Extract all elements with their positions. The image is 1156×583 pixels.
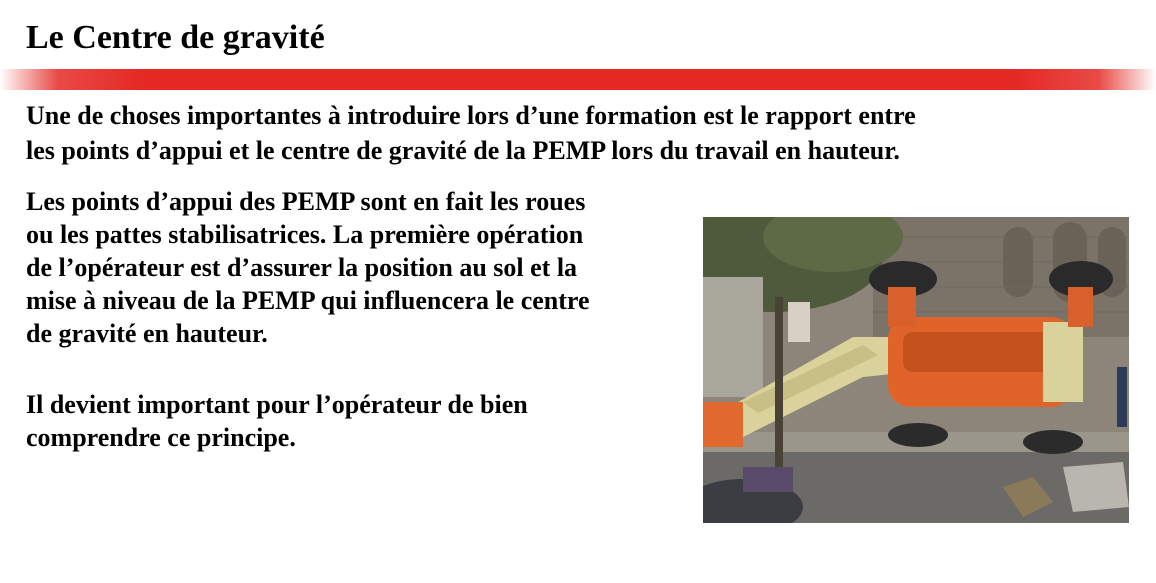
principle-paragraph [26,388,706,454]
intro-paragraph [26,98,1136,168]
intro-line-1: Une de choses importantes à introduire lors d’une formation est le rapport entre [26,101,916,130]
overturned-platform-photo [703,217,1129,523]
paragraph1-line-5: de gravité en hauteur. [26,319,268,348]
paragraph1-line-4: mise à niveau de la PEMP qui influencera le centre [26,286,590,315]
paragraph2-line-1: Il devient important pour l’opérateur de bien [26,390,528,419]
title-accent-bar [0,69,1156,90]
paragraph1-line-3: de l’opérateur est d’assurer la position au sol et la [26,253,578,282]
paragraph1-line-2: ou les pattes stabilisatrices. La première opération [26,220,584,249]
support-points-paragraph [26,185,706,350]
paragraph2-line-2: comprendre ce principe. [26,423,296,452]
slide-title: Le Centre de gravité [26,19,325,56]
intro-line-2: les points d’appui et le centre de gravité de la PEMP lors du travail en hauteur. [26,136,900,165]
paragraph1-line-1: Les points d’appui des PEMP sont en fait les roues [26,187,586,216]
